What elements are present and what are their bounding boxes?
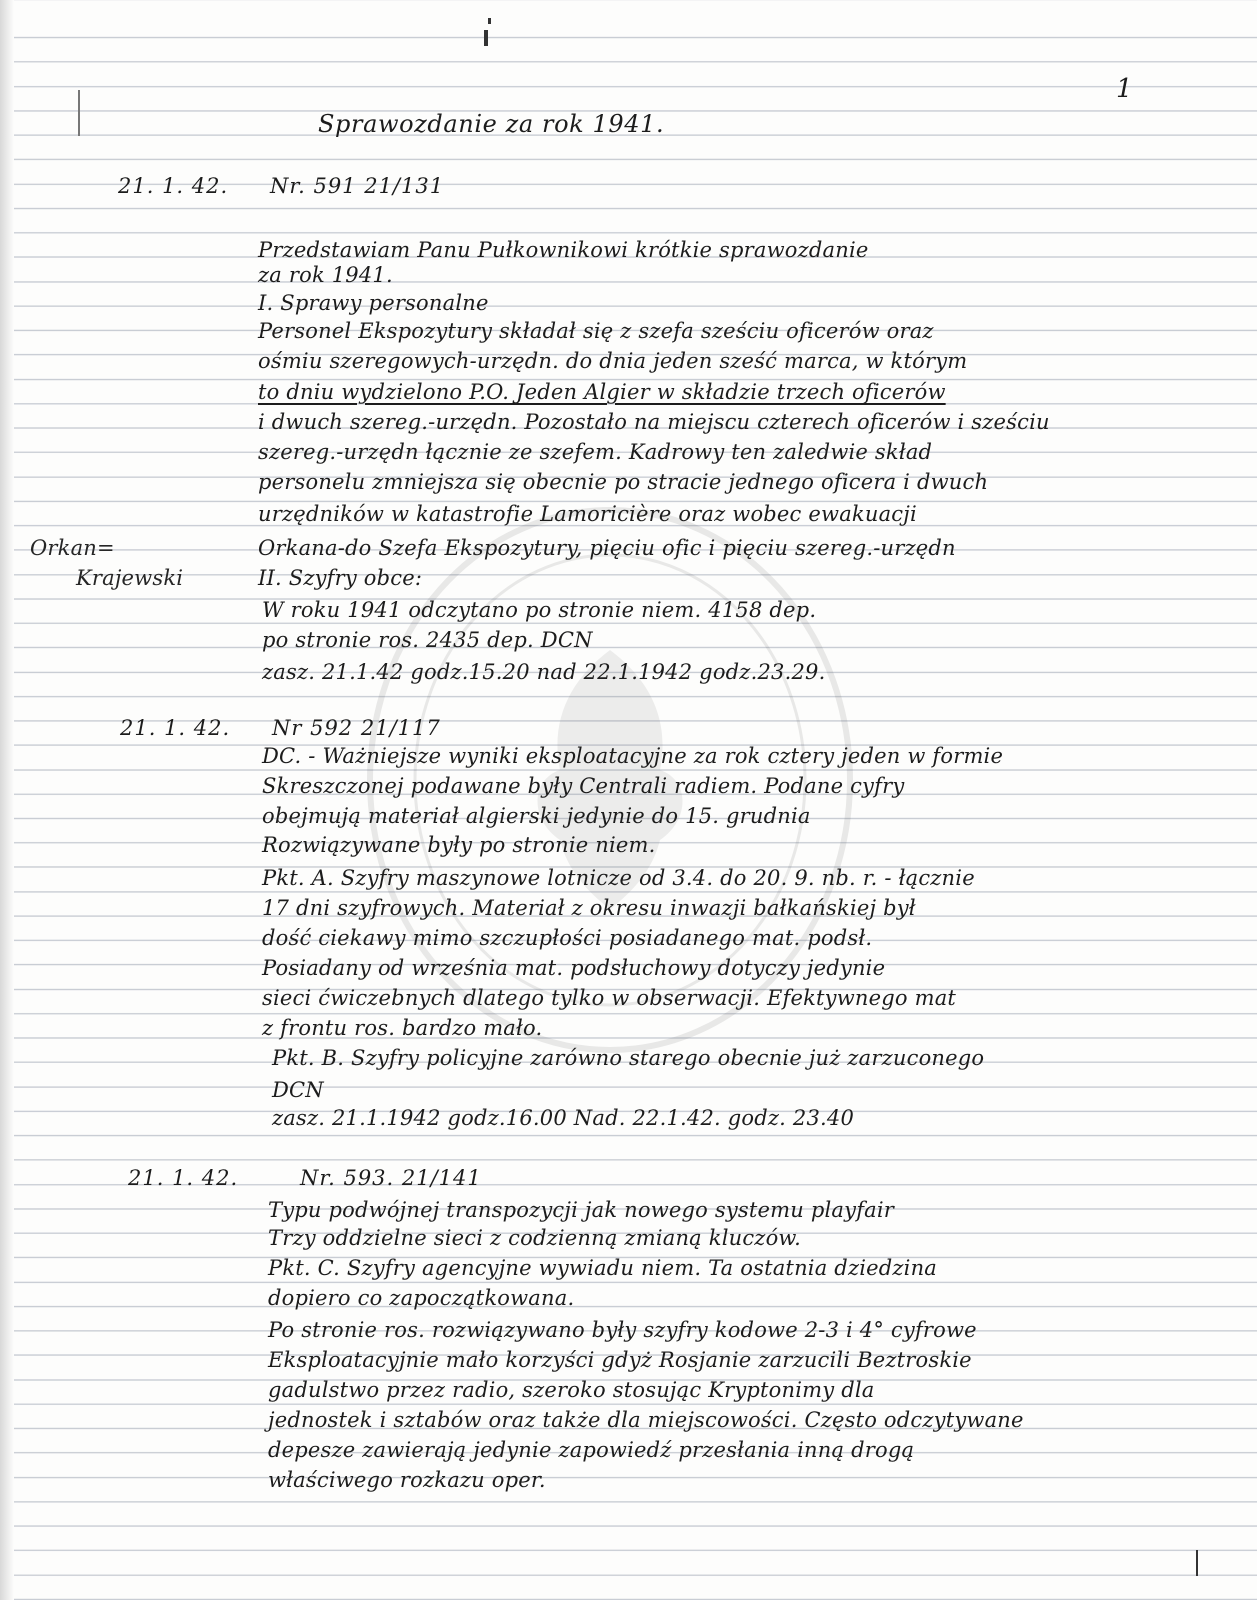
entry-1-line: urzędników w katastrofie Lamoricière oraz wobec ewakuacji [258,502,917,526]
entry-3-line: Typu podwójnej transpozycji jak nowego systemu playfair [268,1198,895,1222]
entry-1-line: za rok 1941. [258,263,393,287]
entry-3-line: Po stronie ros. rozwiązywano były szyfry kodowe 2-3 i 4° cyfrowe [268,1318,977,1342]
entry-3-line: Trzy oddzielne sieci z codzienną zmianą kluczów. [268,1226,801,1250]
entry-3-line: dopiero co zapoczątkowana. [268,1286,575,1310]
entry-2-line: sieci ćwiczebnych dlatego tylko w obserwacji. Efektywnego mat [262,986,957,1010]
entry-2-line: Pkt. B. Szyfry policyjne zarówno starego obecnie już zarzuconego [272,1046,985,1070]
entry-3-line: Eksploatacyjnie mało korzyści gdyż Rosjanie zarzucili Beztroskie [268,1348,972,1372]
entry-3-ref: Nr. 593. 21/141 [300,1166,482,1190]
top-ink-mark-1 [484,30,488,46]
page-edge-shadow [0,0,14,1600]
page-number: 1 [1116,74,1134,104]
entry-2-line: DC. - Ważniejsze wyniki eksploatacyjne za rok cztery jeden w formie [262,744,1004,768]
margin-pencil-mark [78,90,80,136]
top-ink-mark-2 [488,18,491,24]
entry-2-line: obejmują materiał algierski jedynie do 15. grudnia [262,804,811,828]
entry-1-line: i dwuch szereg.-urzędn. Pozostało na miejscu czterech oficerów i sześciu [258,410,1050,434]
entry-2-line: Skreszczonej podawane były Centrali radiem. Podane cyfry [262,774,905,798]
entry-2-line: Posiadany od września mat. podsłuchowy dotyczy jedynie [262,956,886,980]
margin-note-orkan: Orkan= [30,536,115,560]
entry-1-section-heading: I. Sprawy personalne [258,291,489,315]
entry-1-ref: Nr. 591 21/131 [270,174,445,198]
entry-1-line: W roku 1941 odczytano po stronie niem. 4158 dep. [262,598,817,622]
entry-1-section-heading: II. Szyfry obce: [258,566,423,590]
entry-2-ref: Nr 592 21/117 [272,716,441,740]
entry-2-line: dość ciekawy mimo szczupłości posiadanego mat. podsł. [262,926,873,950]
entry-1-date: 21. 1. 42. [118,174,229,198]
entry-2-date: 21. 1. 42. [120,716,231,740]
entry-3-line: jednostek i sztabów oraz także dla miejscowości. Często odczytywane [268,1408,1024,1432]
entry-2-line: z frontu ros. bardzo mało. [262,1016,543,1040]
entry-3-line: właściwego rozkazu oper. [268,1468,546,1492]
entry-3-line: depesze zawierają jedynie zapowiedź przesłania inną drogą [268,1438,915,1462]
entry-2-line: 17 dni szyfrowych. Materiał z okresu inwazji bałkańskiej był [262,896,916,920]
entry-2-signature: DCN [272,1078,324,1102]
entry-1-line: Orkana-do Szefa Ekspozytury, pięciu ofic i pięciu szereg.-urzędn [258,536,956,560]
entry-1-transmission: zasz. 21.1.42 godz.15.20 nad 22.1.1942 godz.23.29. [262,660,826,684]
entry-2-line: Rozwiązywane były po stronie niem. [262,833,656,857]
entry-1-line: Personel Ekspozytury składał się z szefa sześciu oficerów oraz [258,319,934,343]
entry-3-line: gadulstwo przez radio, szeroko stosując Kryptonimy dla [268,1378,875,1402]
entry-1-line: personelu zmniejsza się obecnie po stracie jednego oficera i dwuch [258,470,989,494]
entry-3-date: 21. 1. 42. [128,1166,239,1190]
entry-1-line: to dniu wydzielono P.O. Jeden Algier w składzie trzech oficerów [258,380,946,404]
document-title: Sprawozdanie za rok 1941. [318,110,665,138]
entry-1-line: Przedstawiam Panu Pułkownikowi krótkie sprawozdanie [258,238,869,262]
entry-1-line: szereg.-urzędn łącznie ze szefem. Kadrowy ten zaledwie skład [258,440,933,464]
entry-1-line: ośmiu szeregowych-urzędn. do dnia jeden sześć marca, w którym [258,349,968,373]
margin-note-krajewski: Krajewski [76,566,184,590]
bottom-right-mark [1196,1550,1198,1576]
entry-3-line: Pkt. C. Szyfry agencyjne wywiadu niem. Ta ostatnia dziedzina [268,1256,938,1280]
entry-2-line: Pkt. A. Szyfry maszynowe lotnicze od 3.4. do 20. 9. nb. r. - łącznie [262,866,975,890]
entry-2-transmission: zasz. 21.1.1942 godz.16.00 Nad. 22.1.42. godz. 23.40 [272,1106,855,1130]
entry-1-line: po stronie ros. 2435 dep. DCN [262,628,593,652]
